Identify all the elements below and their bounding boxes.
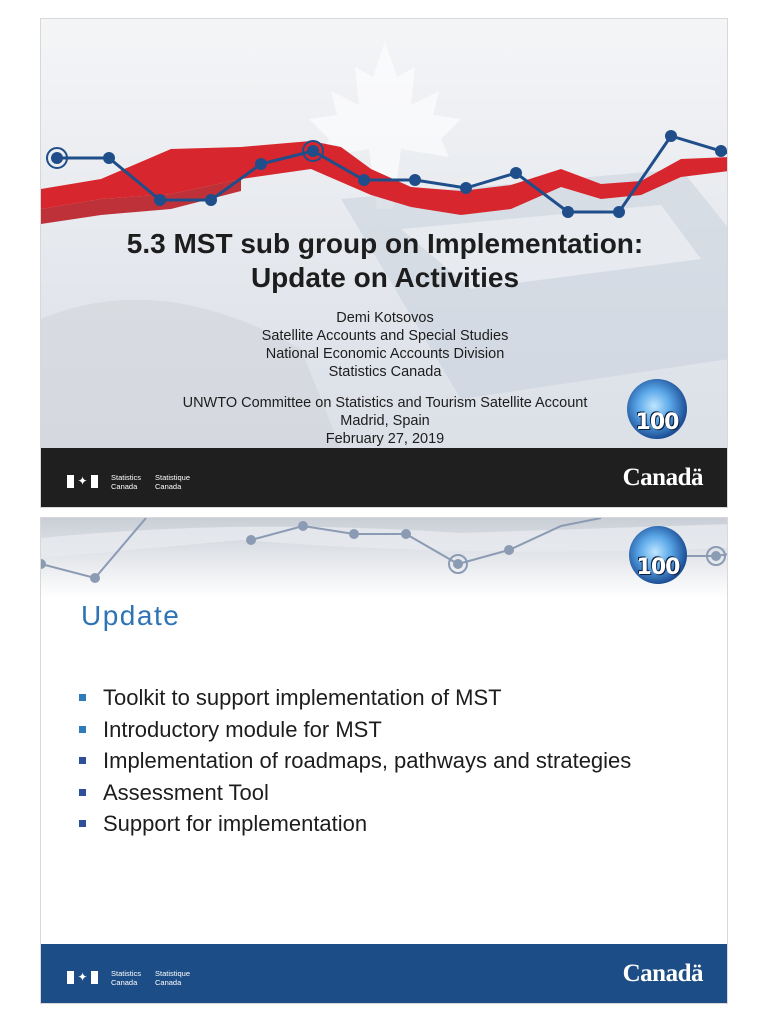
update-slide xyxy=(40,517,728,1004)
centennial-100-badge-icon xyxy=(627,379,687,439)
presenter-agency: Statistics Canada xyxy=(328,364,442,380)
agency-name-en: Statistics Canada xyxy=(111,969,142,987)
bullet-item: Implementation of roadmaps, pathways and strategies xyxy=(77,745,631,777)
statcan-footer xyxy=(41,448,728,508)
presenter-unit: Satellite Accounts and Special Studies xyxy=(261,328,509,344)
bullet-item: Toolkit to support implementation of MST xyxy=(77,682,631,714)
event-date: February 27, 2019 xyxy=(325,431,445,447)
title-line-2: Update on Activities xyxy=(250,262,520,293)
bullet-square-icon xyxy=(79,694,86,701)
canada-flag-icon xyxy=(67,475,98,488)
bullet-square-icon xyxy=(79,789,86,796)
statcan-footer xyxy=(41,944,728,1004)
decorative-header-band xyxy=(41,518,728,598)
maple-leaf-icon: ✦ xyxy=(77,970,88,984)
title-slide xyxy=(40,18,728,508)
badge-text: 100 xyxy=(635,410,679,435)
agency-name-en: Statistics Canada xyxy=(111,473,142,491)
bullet-item: Support for implementation xyxy=(77,808,631,840)
agency-name-fr: Statistique Canada xyxy=(155,969,191,987)
event-name: UNWTO Committee on Statistics and Tourism Satellite Account xyxy=(182,395,588,411)
maple-leaf-icon: ✦ xyxy=(77,474,88,488)
presenter-info xyxy=(41,309,728,448)
centennial-100-badge-icon xyxy=(629,526,687,584)
canada-wordmark: Canadä xyxy=(622,960,703,987)
agency-name-fr: Statistique Canada xyxy=(155,473,191,491)
bullet-square-icon xyxy=(79,757,86,764)
bullet-square-icon xyxy=(79,820,86,827)
presenter-name: Demi Kotsovos xyxy=(336,310,434,326)
canada-wordmark: Canadä xyxy=(622,464,703,491)
badge-text: 100 xyxy=(636,555,680,580)
slide-title: Update xyxy=(81,600,181,631)
slide-title xyxy=(41,227,728,295)
presenter-division: National Economic Accounts Division xyxy=(265,346,505,362)
title-line-1: 5.3 MST sub group on Implementation: xyxy=(126,228,644,259)
canada-flag-icon xyxy=(67,971,98,984)
bullet-square-icon xyxy=(79,726,86,733)
bullet-item: Introductory module for MST xyxy=(77,714,631,746)
event-location: Madrid, Spain xyxy=(340,413,430,429)
bullet-item: Assessment Tool xyxy=(77,777,631,809)
bullet-list xyxy=(77,682,631,840)
